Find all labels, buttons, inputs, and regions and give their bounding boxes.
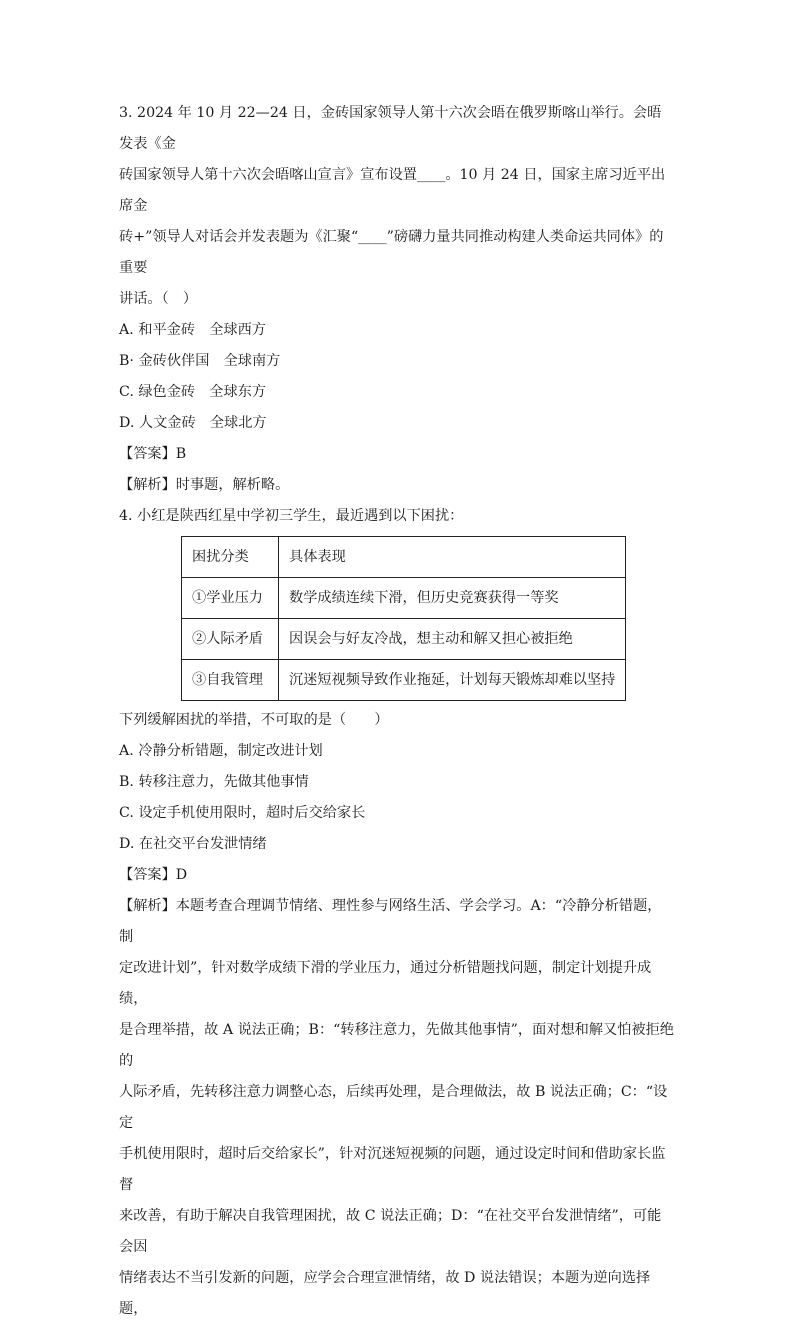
question-4-stem: 4. 小红是陕西红星中学初三学生，最近遇到以下困扰： bbox=[119, 508, 464, 524]
question-3-line: 砖+”领导人对话会并发表题为《汇聚“____”磅礴力量共同推动构建人类命运共同体》的重要 bbox=[119, 229, 664, 276]
table-cell: ②人际矛盾 bbox=[182, 619, 279, 660]
table-cell: ③自我管理 bbox=[182, 660, 279, 701]
table-header-row bbox=[182, 537, 626, 578]
question-3-line: 讲话。（ ） bbox=[119, 291, 198, 307]
question-3-option-b: B· 金砖伙伴国 全球南方 bbox=[119, 353, 281, 369]
question-4-option-a: A. 冷静分析错题，制定改进计划 bbox=[119, 743, 323, 759]
table-row bbox=[182, 660, 626, 701]
question-3-answer: 【答案】B bbox=[119, 446, 187, 462]
question-4-question: 下列缓解困扰的举措，不可取的是（ ） bbox=[119, 712, 389, 728]
table-header-cell: 困扰分类 bbox=[182, 537, 279, 578]
question-3-analysis: 【解析】时事题，解析略。 bbox=[119, 477, 290, 493]
table-cell: 沉迷短视频导致作业拖延，计划每天锻炼却难以坚持 bbox=[279, 660, 626, 701]
question-3-option-d: D. 人文金砖 全球北方 bbox=[119, 415, 267, 431]
question-3-option-a: A. 和平金砖 全球西方 bbox=[119, 322, 266, 338]
question-4-analysis bbox=[119, 891, 675, 1325]
issues-table bbox=[181, 536, 626, 701]
question-4-option-d: D. 在社交平台发泄情绪 bbox=[119, 836, 267, 852]
analysis-line: 手机使用限时，超时后交给家长”，针对沉迷短视频的问题，通过设定时间和借助家长监督 bbox=[119, 1146, 666, 1193]
question-4-answer: 【答案】D bbox=[119, 867, 188, 883]
analysis-line: 来改善，有助于解决自我管理困扰，故 C 说法正确；D：“在社交平台发泄情绪”，可能会因 bbox=[119, 1208, 662, 1255]
analysis-line: 定改进计划”，针对数学成绩下滑的学业压力，通过分析错题找问题，制定计划提升成绩， bbox=[119, 960, 652, 1007]
table-row bbox=[182, 619, 626, 660]
table-cell: ①学业压力 bbox=[182, 578, 279, 619]
table-cell: 因误会与好友冷战，想主动和解又担心被拒绝 bbox=[279, 619, 626, 660]
table-row bbox=[182, 578, 626, 619]
question-3-stem bbox=[119, 98, 675, 315]
table-header-cell: 具体表现 bbox=[279, 537, 626, 578]
question-3-line: 砖国家领导人第十六次会晤喀山宣言》宣布设置____。10 月 24 日，国家主席习近平出席金 bbox=[119, 167, 666, 214]
analysis-line: 人际矛盾，先转移注意力调整心态，后续再处理，是合理做法，故 B 说法正确；C：“设定 bbox=[119, 1084, 668, 1131]
question-4-option-c: C. 设定手机使用限时，超时后交给家长 bbox=[119, 805, 366, 821]
document-content bbox=[119, 98, 675, 1325]
question-3-option-c: C. 绿色金砖 全球东方 bbox=[119, 384, 267, 400]
analysis-line: 情绪表达不当引发新的问题，应学会合理宣泄情绪，故 D 说法错误；本题为逆向选择题， bbox=[119, 1270, 651, 1317]
analysis-line: 【解析】本题考查合理调节情绪、理性参与网络生活、学会学习。A：“冷静分析错题，制 bbox=[119, 898, 662, 945]
question-4-option-b: B. 转移注意力，先做其他事情 bbox=[119, 774, 309, 790]
table-cell: 数学成绩连续下滑，但历史竞赛获得一等奖 bbox=[279, 578, 626, 619]
question-3-line: 3. 2024 年 10 月 22—24 日，金砖国家领导人第十六次会晤在俄罗斯喀山举行。会晤发表《金 bbox=[119, 105, 662, 152]
analysis-line: 是合理举措，故 A 说法正确；B：“转移注意力，先做其他事情”，面对想和解又怕被拒绝的 bbox=[119, 1022, 674, 1069]
